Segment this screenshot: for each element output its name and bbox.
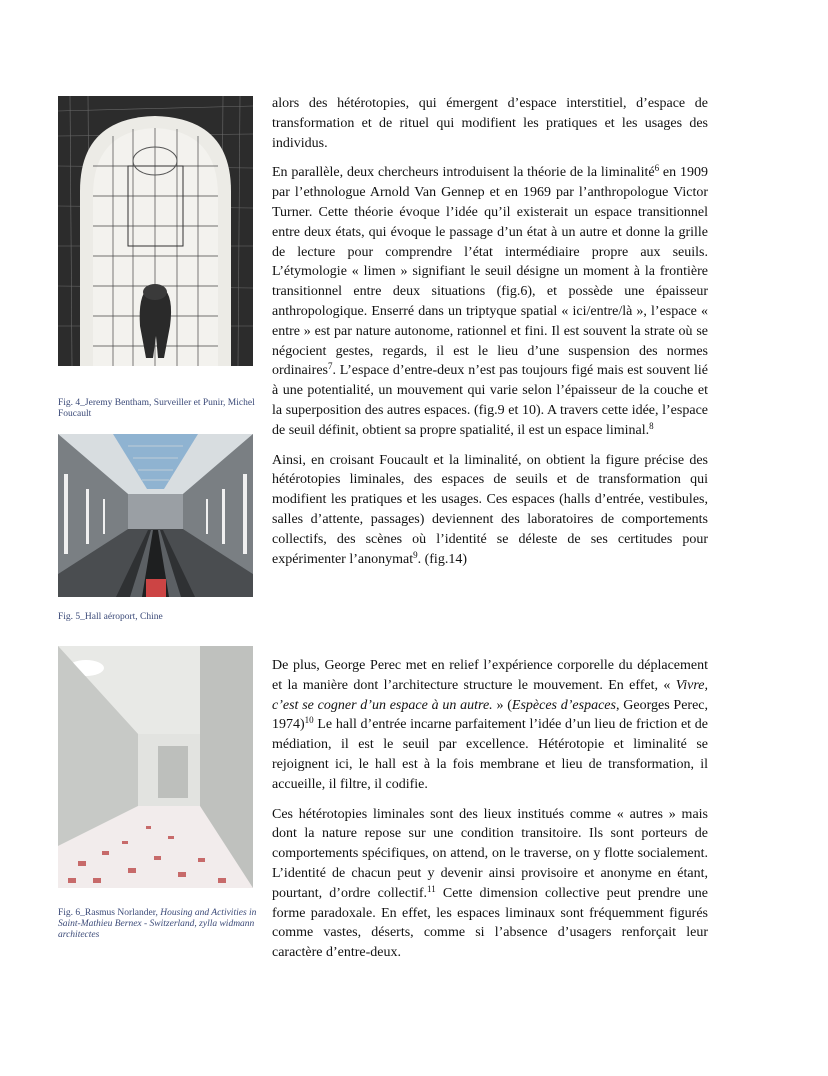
paragraph-4-text-a: De plus, George Perec met en relief l’expérience corporelle du déplacement et la manière dont l’architecture structure le mouvement. En effet, «	[272, 658, 708, 693]
figure-6-caption-title: Housing and Activities in Saint-Mathieu Bernex - Switzerland, zylla widmann architectes	[58, 908, 257, 940]
paragraph-1	[272, 94, 708, 153]
paragraph-1-text: alors des hétérotopies, qui émergent d’espace interstitiel, d’espace de transformation et de rituel qui modifient les pratiques et les usages des individus.	[272, 96, 708, 151]
paragraph-3	[272, 451, 708, 570]
paragraph-5-text-a: Ces hétérotopies liminales sont des lieux institués comme « autres » mais dont la nature repose sur une condition transitoire. Ils sont porteurs de comportements spécifiques, on attend, on le traverse, on y flotte socialement. L’identité de chacun peut y devenir ainsi provisoire et anonyme en étant, pourtant, d’ordre collectif.	[272, 806, 708, 901]
figure-panopticon-engraving	[58, 96, 253, 366]
figure-6-caption-prefix: Fig. 6_Rasmus Norlander,	[58, 908, 161, 918]
paragraph-4	[272, 656, 708, 795]
body-text-lower	[272, 656, 708, 973]
figure-4-caption: Fig. 4_Jeremy Bentham, Surveiller et Punir, Michel Foucault	[58, 398, 255, 419]
figure-airport-hall-photo	[58, 434, 253, 597]
book-title: Espèces d’espaces	[511, 697, 616, 713]
paragraph-4-text-c: , Georges Perec, 1974)	[272, 697, 709, 733]
footnote-ref-7[interactable]: 7	[327, 361, 333, 372]
footnote-ref-11[interactable]: 11	[427, 883, 436, 894]
paragraph-4-text-d: Le hall d’entrée incarne parfaitement l’idée d’un lieu de friction et de médiation, il est le seuil par excellence. Hétérotopie et liminalité se rejoignent ici, le hall est à la fois membrane et lieu de transformation, il accueille, il filtre, il codifie.	[272, 717, 708, 792]
figure-6-caption	[58, 908, 258, 941]
paragraph-5	[272, 805, 708, 963]
paragraph-3-text-b: . (fig.14)	[417, 551, 467, 567]
figure-entry-hall-photo	[58, 646, 253, 888]
perec-quote: Vivre, c’est se cogner d’un espace à un autre.	[272, 677, 708, 713]
paragraph-2	[272, 163, 708, 440]
paragraph-2-text-b: en 1909 par l’ethnologue Arnold Van Gennep et en 1969 par l’anthropologue Victor Turner. Cette théorie évoque l’idée qu’il existerait un espace transitionnel entre deux états, qui évoque le passage d’un état à un autre et donne la grille de lecture pour comprendre l’état intermédiaire propre aux seuils. L’étymologie « limen » signifiant le seuil désigne un moment à la frontière transitionnel entre deux situations (fig.6), et possède une épaisseur anthropologique. Enserré dans un triptyque spatial « ici/entre/là », l’espace « entre » est par nature autonome, rationnel et fini. Il est souvent la strate où se négocient gestes, regards, il est le lieu d’une suspension des normes ordinaires	[272, 165, 708, 379]
paragraph-5-text-b: Cette dimension collective peut prendre une forme paradoxale. En effet, les espaces liminaux sont fréquemment figurés comme vastes, déserts, comme si l’absence d’usagers renforçait leur caractère d’entre-deux.	[272, 885, 708, 961]
paragraph-2-text-c: . L’espace d’entre-deux n’est pas toujours figé mais est souvent lié à une potentialité, un mouvement qui varie selon l’épaisseur de la couche et la superposition des autres espaces. (fig.9 et 10). A travers cette idée, l’espace de seuil définit, obtient sa propre spatialité, il est un espace liminal.	[272, 363, 708, 438]
paragraph-2-text-a: En parallèle, deux chercheurs introduisent la théorie de la liminalité	[272, 165, 655, 181]
footnote-ref-9[interactable]: 9	[413, 549, 418, 560]
paragraph-3-text-a: Ainsi, en croisant Foucault et la liminalité, on obtient la figure précise des hétérotopies liminales, des espaces de seuils et de transformation qui modifient les pratiques et les usages. Ces espaces (halls d’entrée, vestibules, salles d’attente, passages) deviennent des laboratoires de comportements collectifs, des scènes où l’identité se déleste de ses certitudes pour expérimenter l’anonymat	[272, 452, 708, 567]
paragraph-4-text-b: » (	[492, 697, 512, 713]
footnote-ref-8[interactable]: 8	[649, 420, 654, 431]
figure-5-caption: Fig. 5_Hall aéroport, Chine	[58, 612, 163, 622]
footnote-ref-6[interactable]: 6	[654, 163, 660, 174]
footnote-ref-10[interactable]: 10	[304, 715, 314, 726]
body-text-upper	[272, 94, 708, 579]
